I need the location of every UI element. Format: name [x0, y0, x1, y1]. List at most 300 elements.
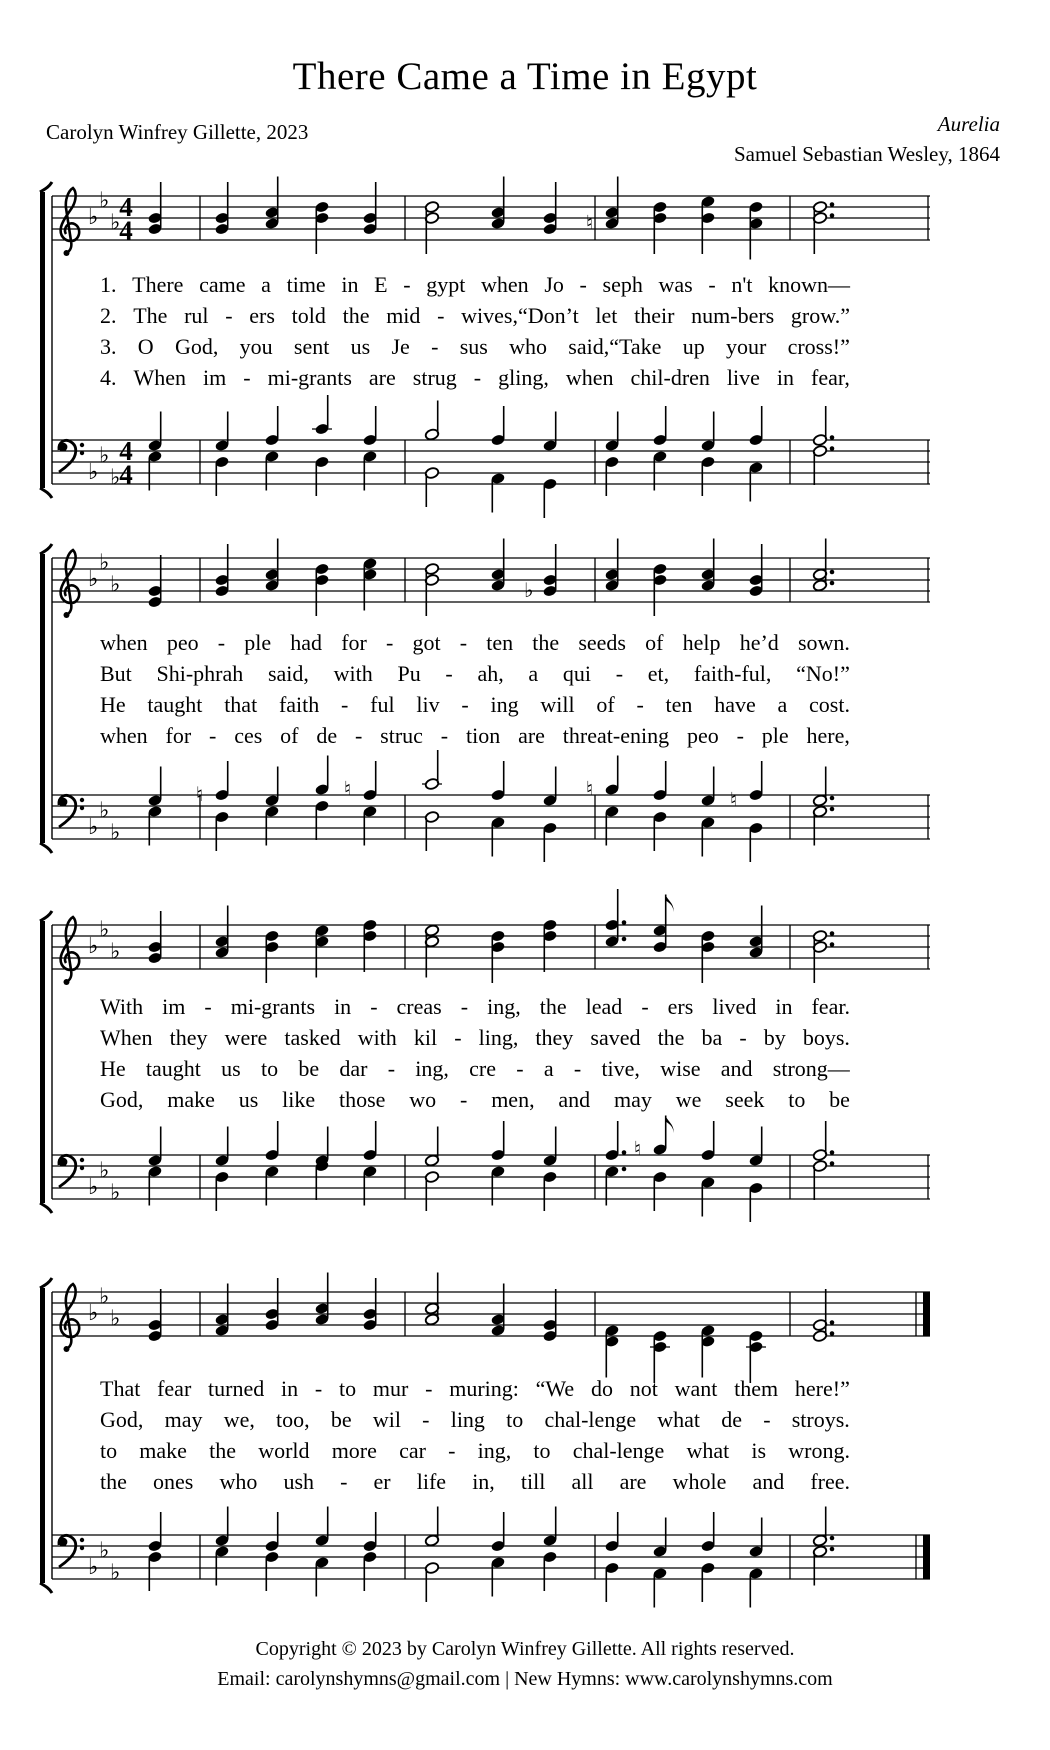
lyric-line-s2-v2 — [100, 661, 850, 687]
flat-icon: ♭ — [110, 210, 121, 236]
lyric-syllable: When — [100, 1025, 153, 1050]
natural-icon: ♮ — [634, 1136, 642, 1161]
lyric-syllable: came — [199, 272, 246, 297]
lyric-syllable: - — [370, 994, 378, 1019]
lyric-syllable: - — [403, 272, 411, 297]
flat-icon: ♭ — [88, 205, 99, 230]
lyric-syllable: the — [209, 1438, 237, 1463]
lyric-syllable: mur — [372, 1376, 409, 1401]
lyric-syllable: ah, — [477, 661, 504, 686]
lyric-syllable: threat-ening — [562, 723, 670, 748]
lyric-syllable: ers — [249, 303, 275, 328]
lyric-syllable: life — [416, 1469, 447, 1494]
lyric-syllable: cost. — [809, 692, 850, 717]
lyric-syllable: - — [341, 692, 349, 717]
lyric-syllable: ones — [153, 1469, 194, 1494]
lyric-syllable: ing — [490, 692, 519, 717]
lyric-syllable: that — [224, 692, 258, 717]
lyric-syllable: a — [261, 272, 271, 297]
lyric-syllable: up — [682, 334, 705, 359]
lyric-syllable: mi-grants — [267, 365, 352, 390]
lyric-line-s4-v4 — [100, 1469, 850, 1495]
lyric-syllable: they — [169, 1025, 208, 1050]
lyric-syllable: and — [558, 1087, 591, 1112]
lyric-syllable: sus — [459, 334, 488, 359]
lyric-syllable: what — [686, 1438, 730, 1463]
lyric-syllable: - — [440, 723, 449, 748]
lyric-syllable: seph — [602, 272, 643, 297]
lyric-syllable: too, — [276, 1407, 310, 1432]
lyric-syllable: faith-ful, — [693, 661, 772, 686]
lyric-syllable: had — [290, 630, 323, 655]
lyric-syllable: - — [431, 334, 439, 359]
lyric-syllable: wo — [409, 1087, 437, 1112]
lyric-syllable: - — [459, 630, 468, 655]
flat-icon: ♭ — [99, 1284, 110, 1310]
lyric-syllable: im — [203, 365, 227, 390]
lyric-syllable: lead — [585, 994, 623, 1019]
lyric-syllable: of — [280, 723, 299, 748]
lyric-syllable: us — [350, 334, 371, 359]
lyric-syllable: - — [615, 661, 624, 686]
lyric-syllable: may — [614, 1087, 652, 1112]
lyric-syllable: fear. — [811, 994, 850, 1019]
lyric-syllable: - — [209, 723, 217, 748]
lyric-syllable: sent — [293, 334, 330, 359]
lyric-syllable: de — [316, 723, 338, 748]
lyric-syllable: Jo — [544, 272, 564, 297]
lyric-syllable: lived — [712, 994, 757, 1019]
lyric-syllable: we, — [223, 1407, 255, 1432]
flat-icon: ♭ — [88, 567, 99, 592]
flat-icon: ♭ — [99, 443, 110, 469]
lyric-syllable: told — [291, 303, 326, 328]
lyric-line-s1-v3 — [100, 334, 850, 360]
lyric-syllable: when — [481, 272, 529, 297]
lyric-syllable: ing, — [477, 1438, 512, 1463]
flat-icon: ♭ — [88, 460, 99, 485]
lyric-syllable: to — [100, 1438, 118, 1463]
lyric-line-s3-v3 — [100, 1056, 850, 1082]
lyric-syllable: the — [342, 303, 370, 328]
lyric-syllable: O — [137, 334, 154, 359]
time-signature: 4 — [119, 436, 133, 466]
hymn-title: There Came a Time in Egypt — [292, 55, 758, 98]
lyric-syllable: mid — [386, 303, 421, 328]
lyric-syllable: - — [763, 1407, 771, 1432]
lyric-line-s3-v1 — [100, 994, 850, 1020]
lyric-syllable: - — [573, 1056, 582, 1081]
lyric-syllable: and — [752, 1469, 785, 1494]
lyric-syllable: the — [532, 630, 560, 655]
lyric-syllable: - — [636, 692, 644, 717]
lyric-syllable: in — [776, 365, 795, 390]
lyric-syllable: let — [595, 303, 618, 328]
lyric-syllable: tive, — [601, 1056, 640, 1081]
lyric-syllable: - — [448, 1438, 456, 1463]
lyric-syllable: to — [339, 1376, 357, 1401]
lyric-syllable: make — [139, 1438, 187, 1463]
lyric-syllable: - — [386, 630, 394, 655]
natural-icon: ♮ — [586, 210, 594, 235]
lyric-syllable: er — [373, 1469, 391, 1494]
lyric-line-s4-v3 — [100, 1438, 850, 1464]
lyric-syllable: gypt — [426, 272, 466, 297]
lyric-syllable: their — [634, 303, 675, 328]
lyric-syllable: ing, — [415, 1056, 449, 1081]
lyric-syllable: of — [596, 692, 615, 717]
lyric-syllable: whole — [672, 1469, 727, 1494]
bass-clef-icon — [59, 1535, 85, 1567]
lyric-syllable: E — [374, 272, 388, 297]
lyric-syllable: - — [225, 303, 233, 328]
lyric-syllable: He — [100, 692, 126, 717]
lyric-syllable: - — [739, 1025, 747, 1050]
lyric-syllable: With — [100, 994, 144, 1019]
lyric-syllable: im — [162, 994, 186, 1019]
system-bracket — [40, 192, 45, 488]
lyric-syllable: wise — [660, 1056, 701, 1081]
lyric-line-s4-v2 — [100, 1407, 850, 1433]
bass-clef-icon — [59, 795, 85, 827]
lyric-syllable: creas — [396, 994, 442, 1019]
lyric-syllable: to — [506, 1407, 524, 1432]
lyric-syllable: - — [340, 1469, 348, 1494]
lyric-syllable: be — [298, 1056, 320, 1081]
lyric-syllable: ling, — [478, 1025, 519, 1050]
lyric-syllable: seek — [725, 1087, 765, 1112]
lyric-syllable: have — [714, 692, 756, 717]
lyric-syllable: do — [590, 1376, 613, 1401]
lyric-syllable: liv — [416, 692, 440, 717]
lyric-syllable: muring: — [449, 1376, 519, 1401]
lyric-syllable: got — [412, 630, 441, 655]
eighth-flag-icon — [666, 895, 674, 913]
lyric-syllable: chil-dren — [630, 365, 710, 390]
lyric-syllable: he’d — [739, 630, 779, 655]
lyric-syllable: were — [224, 1025, 268, 1050]
flat-icon: ♭ — [524, 578, 534, 602]
flat-icon: ♭ — [110, 939, 121, 965]
lyric-syllable: the — [657, 1025, 685, 1050]
lyric-syllable: in — [281, 1376, 299, 1401]
lyric-syllable: - — [217, 630, 226, 655]
lyric-syllable: num-bers — [691, 303, 775, 328]
natural-icon: ♮ — [344, 776, 352, 801]
lyric-line-s2-v1 — [100, 630, 850, 656]
lyric-line-s3-v2 — [100, 1025, 850, 1051]
lyric-line-s4-v1 — [100, 1376, 850, 1402]
lyric-syllable: - — [460, 1087, 468, 1112]
flat-icon: ♭ — [88, 1301, 99, 1326]
natural-icon: ♮ — [196, 782, 204, 806]
flat-icon: ♭ — [110, 1306, 121, 1332]
lyric-syllable: here!” — [794, 1376, 850, 1401]
lyric-syllable: be — [330, 1407, 352, 1432]
copyright-line: Copyright © 2023 by Carolyn Winfrey Gillette. All rights reserved. — [255, 1638, 795, 1660]
treble-clef-icon — [61, 188, 80, 256]
lyric-syllable: gling, — [498, 365, 549, 390]
lyric-syllable: - — [422, 1407, 430, 1432]
time-signature: 4 — [119, 459, 133, 490]
time-signature: 4 — [119, 215, 133, 246]
lyric-syllable: a — [543, 1056, 554, 1081]
treble-clef-icon — [61, 1284, 80, 1352]
lyric-syllable: faith — [278, 692, 320, 717]
lyric-syllable: - — [454, 1025, 462, 1050]
lyric-syllable: us — [221, 1056, 241, 1081]
lyric-syllable: more — [331, 1438, 377, 1463]
lyric-syllable: taught — [145, 1056, 201, 1081]
lyric-line-s1-v2 — [100, 303, 850, 329]
lyric-syllable: a — [528, 661, 539, 686]
bass-clef-icon — [59, 440, 85, 472]
lyric-syllable: was — [658, 272, 693, 297]
lyric-syllable: The — [133, 303, 168, 328]
lyric-syllable: tion — [465, 723, 501, 748]
lyric-syllable: they — [535, 1025, 574, 1050]
flat-icon: ♭ — [99, 798, 110, 824]
lyric-syllable: ces — [234, 723, 263, 748]
author-credit: Carolyn Winfrey Gillette, 2023 — [46, 120, 309, 144]
lyric-syllable: 1. — [100, 272, 117, 297]
natural-icon: ♮ — [730, 787, 738, 812]
lyric-syllable: said,“Take — [568, 334, 662, 359]
lyric-syllable: 3. — [100, 334, 117, 359]
lyric-syllable: n't — [731, 272, 753, 297]
lyric-syllable: the — [539, 994, 567, 1019]
lyric-syllable: ten — [665, 692, 693, 717]
lyric-syllable: in — [341, 272, 359, 297]
lyric-syllable: by — [763, 1025, 786, 1050]
lyric-syllable: - — [387, 1056, 396, 1081]
lyric-syllable: Shi-phrah — [156, 661, 244, 686]
treble-clef-icon — [61, 550, 80, 618]
lyric-syllable: those — [338, 1087, 386, 1112]
lyric-syllable: what — [657, 1407, 701, 1432]
lyric-syllable: - — [425, 1376, 433, 1401]
lyric-syllable: and — [720, 1056, 753, 1081]
lyric-syllable: be — [829, 1087, 850, 1112]
flat-icon: ♭ — [99, 917, 110, 943]
lyric-syllable: who — [219, 1469, 258, 1494]
composer-credit: Samuel Sebastian Wesley, 1864 — [733, 142, 1000, 166]
lyric-syllable: us — [238, 1087, 259, 1112]
lyric-syllable: When — [133, 365, 187, 390]
flat-icon: ♭ — [99, 1538, 110, 1564]
lyric-syllable: we — [675, 1087, 702, 1112]
system-bracket — [40, 1288, 45, 1583]
lyric-syllable: you — [239, 334, 273, 359]
lyric-syllable: not — [629, 1376, 658, 1401]
lyric-syllable: mi-grants — [230, 994, 316, 1019]
lyric-syllable: stroys. — [791, 1407, 850, 1432]
lyric-syllable: But — [100, 661, 132, 686]
lyric-syllable: - — [314, 1376, 323, 1401]
flat-icon: ♭ — [88, 1175, 99, 1200]
lyric-syllable: fear, — [811, 365, 850, 390]
lyric-syllable: saved — [590, 1025, 641, 1050]
lyric-syllable: ba — [701, 1025, 723, 1050]
lyric-syllable: God, — [174, 334, 219, 359]
lyric-syllable: said, — [267, 661, 309, 686]
lyric-syllable: who — [509, 334, 547, 359]
flat-icon: ♭ — [99, 1158, 110, 1184]
lyric-syllable: of — [645, 630, 664, 655]
lyric-syllable: struc — [380, 723, 423, 748]
lyric-syllable: grow.” — [790, 303, 850, 328]
lyric-syllable: a — [777, 692, 788, 717]
time-signature: 4 — [119, 192, 133, 222]
lyric-line-s2-v4 — [100, 723, 850, 749]
flat-icon: ♭ — [110, 820, 121, 846]
lyric-syllable: for — [165, 723, 192, 748]
lyric-syllable: them — [734, 1376, 779, 1401]
flat-icon: ♭ — [99, 550, 110, 576]
lyric-syllable: - — [243, 365, 251, 390]
lyric-syllable: - — [437, 303, 445, 328]
lyric-syllable: ten — [486, 630, 514, 655]
lyric-syllable: wrong. — [788, 1438, 850, 1463]
lyric-syllable: “No!” — [796, 661, 850, 686]
lyric-syllable: your — [725, 334, 767, 359]
flat-icon: ♭ — [110, 1180, 121, 1206]
flat-icon: ♭ — [88, 934, 99, 959]
lyric-syllable: ple — [244, 630, 272, 655]
lyric-syllable: wil — [372, 1407, 401, 1432]
lyric-syllable: dar — [339, 1056, 368, 1081]
lyric-syllable: car — [399, 1438, 426, 1463]
lyric-syllable: “We — [535, 1376, 575, 1401]
flat-icon: ♭ — [110, 465, 121, 491]
system-bracket — [40, 921, 45, 1203]
lyric-syllable: ling — [450, 1407, 485, 1432]
lyric-syllable: may — [164, 1407, 203, 1432]
lyric-syllable: in, — [472, 1469, 495, 1494]
lyric-syllable: are — [368, 365, 396, 390]
lyric-syllable: till — [520, 1469, 546, 1494]
lyric-syllable: - — [736, 723, 744, 748]
lyric-syllable: 4. — [100, 365, 117, 390]
lyric-syllable: boys. — [802, 1025, 850, 1050]
flat-icon: ♭ — [88, 815, 99, 840]
lyric-syllable: ple — [761, 723, 789, 748]
lyric-syllable: God, — [100, 1087, 144, 1112]
lyric-syllable: here, — [806, 723, 850, 748]
lyric-syllable: like — [282, 1087, 316, 1112]
lyric-syllable: ush — [283, 1469, 314, 1494]
lyric-syllable: et, — [647, 661, 670, 686]
lyric-syllable: all — [571, 1469, 594, 1494]
lyric-syllable: - — [354, 723, 363, 748]
lyric-syllable: Je — [391, 334, 410, 359]
lyric-syllable: tasked — [284, 1025, 341, 1050]
lyric-syllable: taught — [147, 692, 203, 717]
lyric-syllable: - — [516, 1056, 524, 1081]
lyric-syllable: world — [258, 1438, 310, 1463]
lyric-syllable: cre — [469, 1056, 497, 1081]
bass-clef-icon — [59, 1155, 85, 1187]
lyric-syllable: ing, — [487, 994, 521, 1019]
lyric-syllable: in — [775, 994, 793, 1019]
lyric-line-s1-v1 — [100, 272, 850, 298]
lyric-syllable: seeds — [578, 630, 626, 655]
lyric-syllable: - — [473, 365, 482, 390]
treble-clef-icon — [61, 917, 80, 985]
lyric-syllable: when — [100, 723, 148, 748]
lyric-syllable: when — [565, 365, 614, 390]
lyric-syllable: is — [751, 1438, 767, 1463]
lyric-syllable: free. — [810, 1469, 850, 1494]
lyric-syllable: - — [461, 692, 469, 717]
lyric-syllable: to — [533, 1438, 551, 1463]
lyric-syllable: - — [579, 272, 587, 297]
tune-name: Aurelia — [937, 112, 1000, 136]
lyric-syllable: known— — [768, 272, 850, 297]
lyric-syllable: strug — [412, 365, 457, 390]
lyric-syllable: turned — [208, 1376, 265, 1401]
lyric-syllable: fear — [157, 1376, 192, 1401]
lyric-syllable: to — [260, 1056, 279, 1081]
lyric-syllable: help — [682, 630, 721, 655]
lyric-syllable: ers — [667, 994, 694, 1019]
lyric-syllable: men, — [491, 1087, 535, 1112]
lyric-syllable: peo — [686, 723, 719, 748]
lyric-syllable: live — [726, 365, 760, 390]
lyric-syllable: strong— — [772, 1056, 850, 1081]
lyric-syllable: peo — [166, 630, 199, 655]
lyric-line-s1-v4 — [100, 365, 850, 391]
lyric-syllable: make — [167, 1087, 215, 1112]
lyric-syllable: to — [788, 1087, 806, 1112]
flat-icon: ♭ — [99, 188, 110, 214]
lyric-syllable: de — [721, 1407, 743, 1432]
lyric-syllable: kil — [413, 1025, 438, 1050]
lyric-syllable: in — [334, 994, 352, 1019]
lyric-syllable: when — [100, 630, 148, 655]
lyric-line-s2-v3 — [100, 692, 850, 718]
flat-icon: ♭ — [110, 572, 121, 598]
natural-icon: ♮ — [586, 776, 594, 801]
lyric-syllable: chal-lenge — [572, 1438, 665, 1463]
eighth-flag-icon — [666, 1116, 674, 1134]
lyric-syllable: Pu — [397, 661, 421, 686]
flat-icon: ♭ — [110, 1560, 121, 1586]
lyric-syllable: chal-lenge — [544, 1407, 637, 1432]
lyric-syllable: - — [641, 994, 649, 1019]
lyric-syllable: sown. — [797, 630, 850, 655]
lyric-syllable: time — [286, 272, 326, 297]
lyric-syllable: the — [100, 1469, 127, 1494]
lyric-syllable: That — [100, 1376, 141, 1401]
contact-line: Email: carolynshymns@gmail.com | New Hymns: www.carolynshymns.com — [217, 1668, 833, 1690]
lyric-syllable: He — [100, 1056, 126, 1081]
lyric-line-s3-v4 — [100, 1087, 850, 1113]
lyric-syllable: qui — [562, 661, 591, 686]
lyric-syllable: are — [518, 723, 545, 748]
lyric-syllable: cross!” — [787, 334, 850, 359]
lyric-syllable: - — [204, 994, 212, 1019]
lyric-syllable: ful — [370, 692, 395, 717]
lyric-syllable: are — [619, 1469, 647, 1494]
lyric-syllable: wives,“Don’t — [461, 303, 579, 328]
lyric-syllable: - — [460, 994, 469, 1019]
lyric-syllable: - — [445, 661, 453, 686]
flat-icon: ♭ — [88, 1555, 99, 1580]
lyric-syllable: God, — [100, 1407, 144, 1432]
lyric-syllable: 2. — [100, 303, 117, 328]
lyric-syllable: rul — [184, 303, 209, 328]
